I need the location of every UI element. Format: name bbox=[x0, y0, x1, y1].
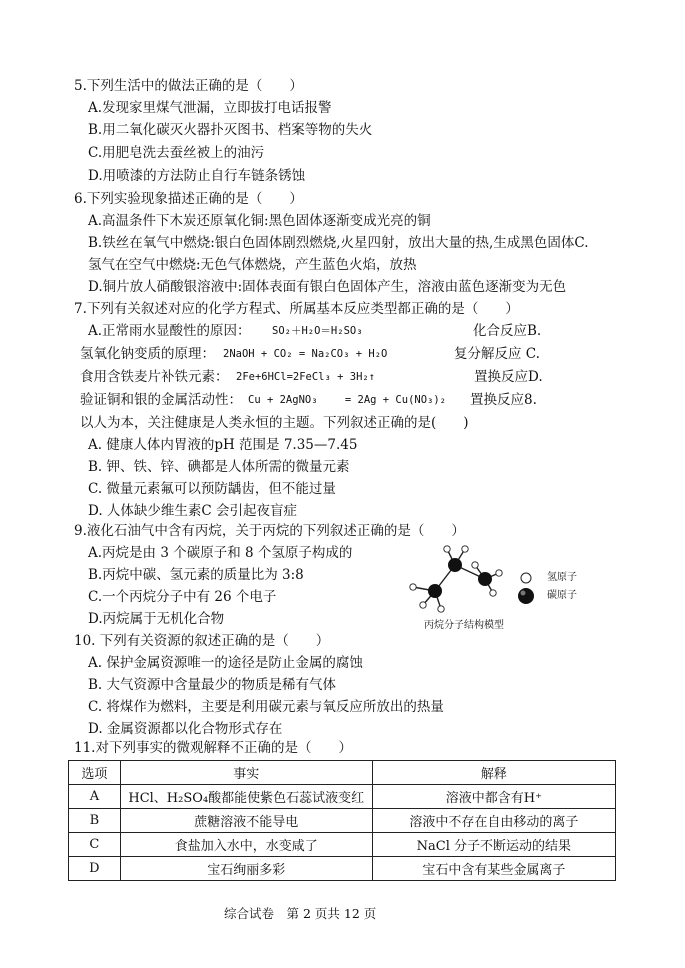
q7-row-c-type: 置换反应D. bbox=[474, 369, 543, 385]
q5-stem: 5.下列生活中的做法正确的是（ ） bbox=[74, 78, 303, 94]
q6-option-b: B.铁丝在氧气中燃烧:银白色固体剧烈燃烧,火星四射，放出大量的热,生成黑色固体C. bbox=[88, 235, 589, 251]
q6-option-d: D.铜片放人硝酸银溶液中:固体表面有银白色固体产生，溶液由蓝色逐渐变为无色 bbox=[88, 279, 567, 295]
q11-stem: 11.对下列事实的微观解释不正确的是（ ） bbox=[74, 740, 352, 756]
q7-stem: 7.下列有关叙述对应的化学方程式、所属基本反应类型都正确的是（ ） bbox=[74, 301, 519, 317]
q9-option-c: C.一个丙烷分子中有 26 个电子 bbox=[88, 589, 277, 605]
table-header-row bbox=[69, 761, 616, 785]
table-row bbox=[69, 857, 616, 881]
table-header-fact: 事实 bbox=[120, 761, 372, 785]
table-row bbox=[69, 809, 616, 833]
q6-stem: 6.下列实验现象描述正确的是（ ） bbox=[74, 191, 303, 207]
q10-option-c: C. 将煤作为燃料，主要是利用碳元素与氧反应所放出的热量 bbox=[88, 699, 444, 715]
q7-row-b-desc: 氢氧化钠变质的原理： bbox=[80, 346, 215, 362]
q5-option-d: D.用喷漆的方法防止自行车链条锈蚀 bbox=[88, 168, 306, 184]
q10-option-a: A. 保护金属资源唯一的途径是防止金属的腐蚀 bbox=[88, 655, 363, 671]
table-cell-explanation: 溶液中不存在自由移动的离子 bbox=[372, 809, 615, 833]
q9-option-d: D.丙烷属于无机化合物 bbox=[88, 611, 225, 627]
q6-option-c: 氢气在空气中燃烧:无色气体燃烧，产生蓝色火焰，放热 bbox=[88, 257, 417, 273]
table-cell-option: A bbox=[69, 785, 121, 809]
q8-stem: 以人为本，关注健康是人类永恒的主题。下列叙述正确的是( ) bbox=[80, 415, 469, 431]
legend-carbon-label: 碳原子 bbox=[547, 590, 577, 601]
q7-row-b-type: 复分解反应 C. bbox=[454, 346, 540, 362]
table-cell-explanation: 宝石中含有某些金属离子 bbox=[372, 857, 615, 881]
page-footer: 综合试卷 第 2 页共 12 页 bbox=[224, 906, 377, 921]
q7-row-d-equation: Cu + 2AgNO₃ = 2Ag + Cu(NO₃)₂ bbox=[248, 394, 447, 406]
q5-option-b: B.用二氧化碳灭火器扑灭图书、档案等物的失火 bbox=[88, 122, 373, 138]
table-row bbox=[69, 833, 616, 857]
table-cell-explanation: NaCl 分子不断运动的结果 bbox=[372, 833, 615, 857]
q5-option-c: C.用肥皂洗去蚕丝被上的油污 bbox=[88, 145, 265, 161]
table-cell-option: D bbox=[69, 857, 121, 881]
table-header-explanation: 解释 bbox=[372, 761, 615, 785]
legend-carbon-icon bbox=[518, 588, 534, 604]
table-cell-fact: HCl、H₂SO₄酸都能使紫色石蕊试液变红 bbox=[120, 785, 372, 809]
table-header-option: 选项 bbox=[69, 761, 121, 785]
q5-option-a: A.发现家里煤气泄漏，立即拔打电话报警 bbox=[88, 100, 332, 116]
q10-stem: 10. 下列有关资源的叙述正确的是（ ） bbox=[74, 633, 330, 649]
q11-table bbox=[68, 760, 616, 881]
q7-row-a-type: 化合反应B. bbox=[473, 323, 542, 339]
table-cell-option: C bbox=[69, 833, 121, 857]
q10-option-b: B. 大气资源中含量最少的物质是稀有气体 bbox=[88, 677, 337, 693]
q9-option-a: A.丙烷是由 3 个碳原子和 8 个氢原子构成的 bbox=[88, 545, 353, 561]
q10-option-d: D. 金属资源都以化合物形式存在 bbox=[88, 721, 283, 737]
table-cell-fact: 食盐加入水中，水变咸了 bbox=[120, 833, 372, 857]
q9-option-b: B.丙烷中碳、氢元素的质量比为 3:8 bbox=[88, 567, 304, 583]
q7-row-c-equation: 2Fe+6HCl=2FeCl₃ + 3H₂↑ bbox=[236, 371, 376, 383]
table-cell-fact: 蔗糖溶液不能导电 bbox=[120, 809, 372, 833]
q8-option-a: A. 健康人体内胃液的pH 范围是 7.35—7.45 bbox=[88, 437, 358, 453]
q6-option-a: A.高温条件下木炭还原氧化铜:黑色固体逐渐变成光亮的铜 bbox=[88, 213, 431, 229]
molecule-caption: 丙烷分子结构模型 bbox=[424, 620, 504, 631]
q8-option-b: B. 钾、铁、锌、碘都是人体所需的微量元素 bbox=[88, 459, 350, 475]
q7-row-d-desc: 验证铜和银的金属活动性： bbox=[80, 392, 242, 408]
table-cell-fact: 宝石绚丽多彩 bbox=[120, 857, 372, 881]
table-cell-explanation: 溶液中都含有H⁺ bbox=[372, 785, 615, 809]
q9-stem: 9.液化石油气中含有丙烷，关于丙烷的下列叙述正确的是（ ） bbox=[74, 523, 465, 539]
carbon-atoms bbox=[428, 558, 492, 598]
table-cell-option: B bbox=[69, 809, 121, 833]
q7-row-c-desc: 食用含铁麦片补铁元素： bbox=[80, 369, 229, 385]
q7-row-b-equation: 2NaOH + CO₂ = Na₂CO₃ + H₂O bbox=[223, 348, 388, 360]
q7-row-a-equation: SO₂＋H₂O＝H₂SO₃ bbox=[272, 325, 363, 337]
q7-row-a-desc: A.正常雨水显酸性的原因： bbox=[88, 323, 251, 339]
q8-option-d: D. 人体缺少维生素C 会引起夜盲症 bbox=[88, 503, 298, 519]
q8-option-c: C. 微量元素氟可以预防龋齿，但不能过量 bbox=[88, 481, 336, 497]
legend-hydrogen-icon bbox=[521, 573, 531, 583]
table-row bbox=[69, 785, 616, 809]
legend-hydrogen-label: 氢原子 bbox=[547, 572, 577, 583]
q7-row-d-type: 置换反应8. bbox=[470, 392, 537, 408]
